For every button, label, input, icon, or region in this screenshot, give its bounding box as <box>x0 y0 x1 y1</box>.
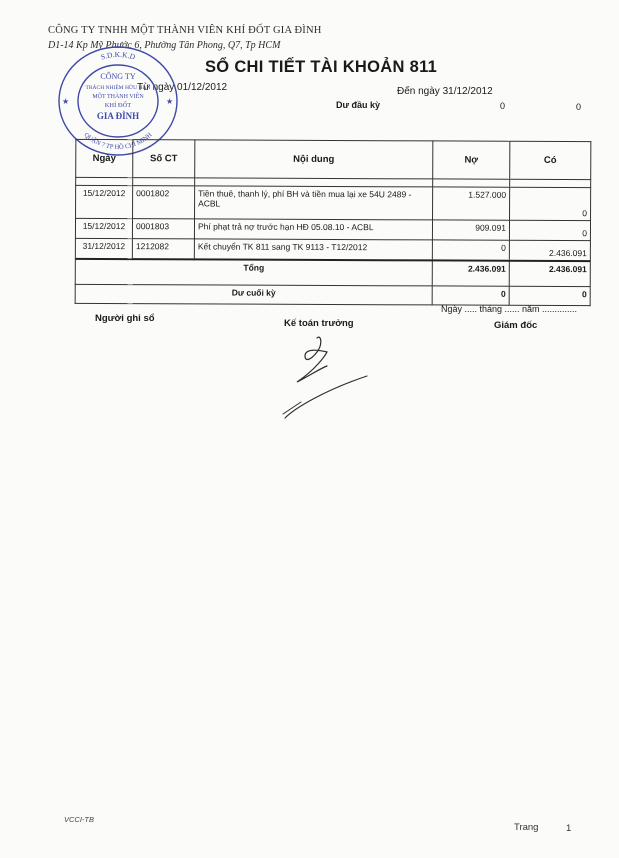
director-title: Giám đốc <box>494 320 538 331</box>
recorder-title: Người ghi sổ <box>95 313 155 324</box>
row-description: Tiền thuê, thanh lý, phí BH và tiền mua lại xe 54U 2489 - ACBL <box>195 186 433 220</box>
chief-accountant-title: Kế toán trưởng <box>284 318 354 329</box>
company-name: CÔNG TY TNHH MỘT THÀNH VIÊN KHÍ ĐỐT GIA ĐÌNH <box>48 25 322 36</box>
document-title: SỔ CHI TIẾT TÀI KHOẢN 811 <box>205 58 438 76</box>
row-doc-no: 0001803 <box>132 219 194 239</box>
closing-balance-label: Dư cuối kỳ <box>75 284 432 305</box>
row-description: Phí phạt trả nợ trước hạn HĐ 05.08.10 - ACBL <box>194 219 432 240</box>
header-debit: Nợ <box>433 141 510 179</box>
stamp-ring-top: S.D.K.K.D <box>99 49 137 62</box>
signature-date-line: Ngày ..... tháng ...... năm .............. <box>441 304 578 314</box>
stamp-line-3: MỘT THÀNH VIÊN <box>92 94 144 100</box>
row-credit: 0 <box>510 187 591 220</box>
svg-text:★: ★ <box>166 97 174 106</box>
footer-code: VCCI-TB <box>64 815 94 824</box>
row-date: 15/12/2012 <box>75 218 132 238</box>
company-address: D1-14 Kp Mỹ Phước 6, Phường Tân Phong, Q7, Tp HCM <box>48 40 281 51</box>
svg-text:★: ★ <box>62 97 70 106</box>
table-row <box>75 238 590 261</box>
stamp-line-2: TRÁCH NHIỆM HỮU HẠN <box>85 85 151 91</box>
row-description: Kết chuyển TK 811 sang TK 9113 - T12/2012 <box>194 239 432 261</box>
table-header-row <box>76 139 591 179</box>
row-doc-no: 1212082 <box>132 239 194 260</box>
closing-debit: 0 <box>432 286 509 305</box>
row-date: 31/12/2012 <box>75 238 132 259</box>
closing-credit: 0 <box>509 286 590 305</box>
row-date: 15/12/2012 <box>76 185 133 218</box>
row-credit: 0 <box>509 220 590 240</box>
table-row <box>75 218 590 240</box>
from-date: Từ ngày 01/12/2012 <box>137 82 228 93</box>
opening-balance-credit: 0 <box>576 102 582 112</box>
row-credit: 2.436.091 <box>509 240 590 261</box>
to-date: Đến ngày 31/12/2012 <box>397 86 493 97</box>
header-description: Nội dung <box>195 140 433 179</box>
ledger-table <box>75 139 592 306</box>
opening-balance-debit: 0 <box>500 101 506 111</box>
svg-text:S.D.K.K.D <box>100 50 137 62</box>
page-number: 1 <box>566 823 572 834</box>
opening-balance-label: Dư đầu kỳ <box>336 100 381 110</box>
row-debit: 0 <box>432 240 509 261</box>
stamp-line-5: GIA ĐÌNH <box>96 111 140 121</box>
row-debit: 1.527.000 <box>433 187 510 220</box>
table-row <box>76 185 591 220</box>
stamp-ring-bottom: QUẬN 7 TP HỒ CHÍ MINH <box>82 131 154 152</box>
page-label: Trang <box>514 822 539 833</box>
header-date: Ngày <box>76 139 133 177</box>
total-row <box>75 259 590 287</box>
stamp-line-1: CÔNG TY <box>100 72 136 81</box>
total-label: Tổng <box>75 259 432 286</box>
stamp-line-4: KHÍ ĐỐT <box>104 102 132 109</box>
row-debit: 909.091 <box>432 220 509 240</box>
header-doc-no: Số CT <box>133 140 195 178</box>
total-credit: 2.436.091 <box>509 261 590 287</box>
header-credit: Có <box>510 141 591 179</box>
total-debit: 2.436.091 <box>432 260 509 286</box>
row-doc-no: 0001802 <box>133 186 195 219</box>
closing-balance-row <box>75 284 590 305</box>
handwritten-signature <box>275 330 375 425</box>
